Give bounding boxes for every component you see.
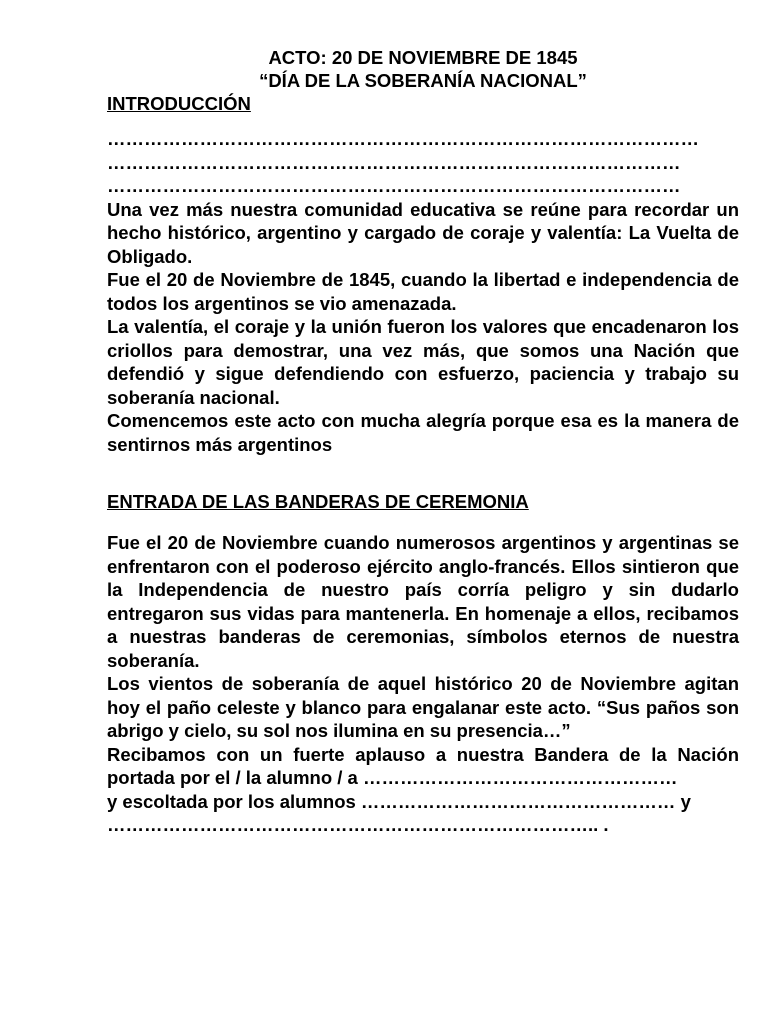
- intro-paragraph: Comencemos este acto con mucha alegría porque esa es la manera de sentirnos más argentinos: [107, 410, 739, 455]
- document-title-line1: ACTO: 20 DE NOVIEMBRE DE 1845: [268, 47, 578, 68]
- intro-blank-lines: [107, 127, 739, 198]
- section-spacer: [107, 513, 739, 531]
- intro-paragraph: La valentía, el coraje y la unión fueron los valores que encadenaron los criollos para demostrar, una vez más, que somos una Nación que defendió y sigue defendiendo con esfuerzo, paciencia y trabajo su soberanía nacional.: [107, 316, 739, 408]
- flags-paragraph: Recibamos con un fuerte aplauso a nuestra Bandera de la Nación portada por el / la alumno / a ……………………………………………: [107, 743, 739, 788]
- section-heading-intro: INTRODUCCIÓN: [107, 93, 251, 114]
- blank-line: …………………………………………………………………………………: [107, 151, 681, 173]
- document-page: [107, 46, 739, 837]
- document-title-line2: “DÍA DE LA SOBERANÍA NACIONAL”: [259, 70, 587, 91]
- section-heading-flags: ENTRADA DE LAS BANDERAS DE CEREMONIA: [107, 491, 529, 512]
- blank-line: …………………………………………………………………………………: [107, 175, 681, 196]
- blank-line: ……………………………………………………………………………………: [107, 128, 699, 149]
- section-spacer: [107, 456, 739, 490]
- flags-paragraph: …………………………………………………………………….. .: [107, 814, 609, 835]
- flags-paragraph: Los vientos de soberanía de aquel histórico 20 de Noviembre agitan hoy el paño celeste y blanco para engalanar este acto. “Sus paños son abrigo y cielo, su sol nos ilumina en su presencia…”: [107, 673, 739, 741]
- intro-paragraph: Una vez más nuestra comunidad educativa se reúne para recordar un hecho histórico, argentino y cargado de coraje y valentía: La Vuelta de Obligado.: [107, 198, 739, 267]
- flags-paragraph: Fue el 20 de Noviembre cuando numerosos argentinos y argentinas se enfrentaron con el poderoso ejército anglo-francés. Ellos sintieron que la Independencia de nuestro país corría peligro y sin dudarlo entregaron sus vidas para mantenerla. En homenaje a ellos, recibamos a nuestras banderas de ceremonias, símbolos eternos de nuestra soberanía.: [107, 532, 739, 671]
- intro-paragraph: Fue el 20 de Noviembre de 1845, cuando la libertad e independencia de todos los argentinos se vio amenazada.: [107, 269, 739, 314]
- flags-paragraph: y escoltada por los alumnos …………………………………………… y: [107, 790, 691, 812]
